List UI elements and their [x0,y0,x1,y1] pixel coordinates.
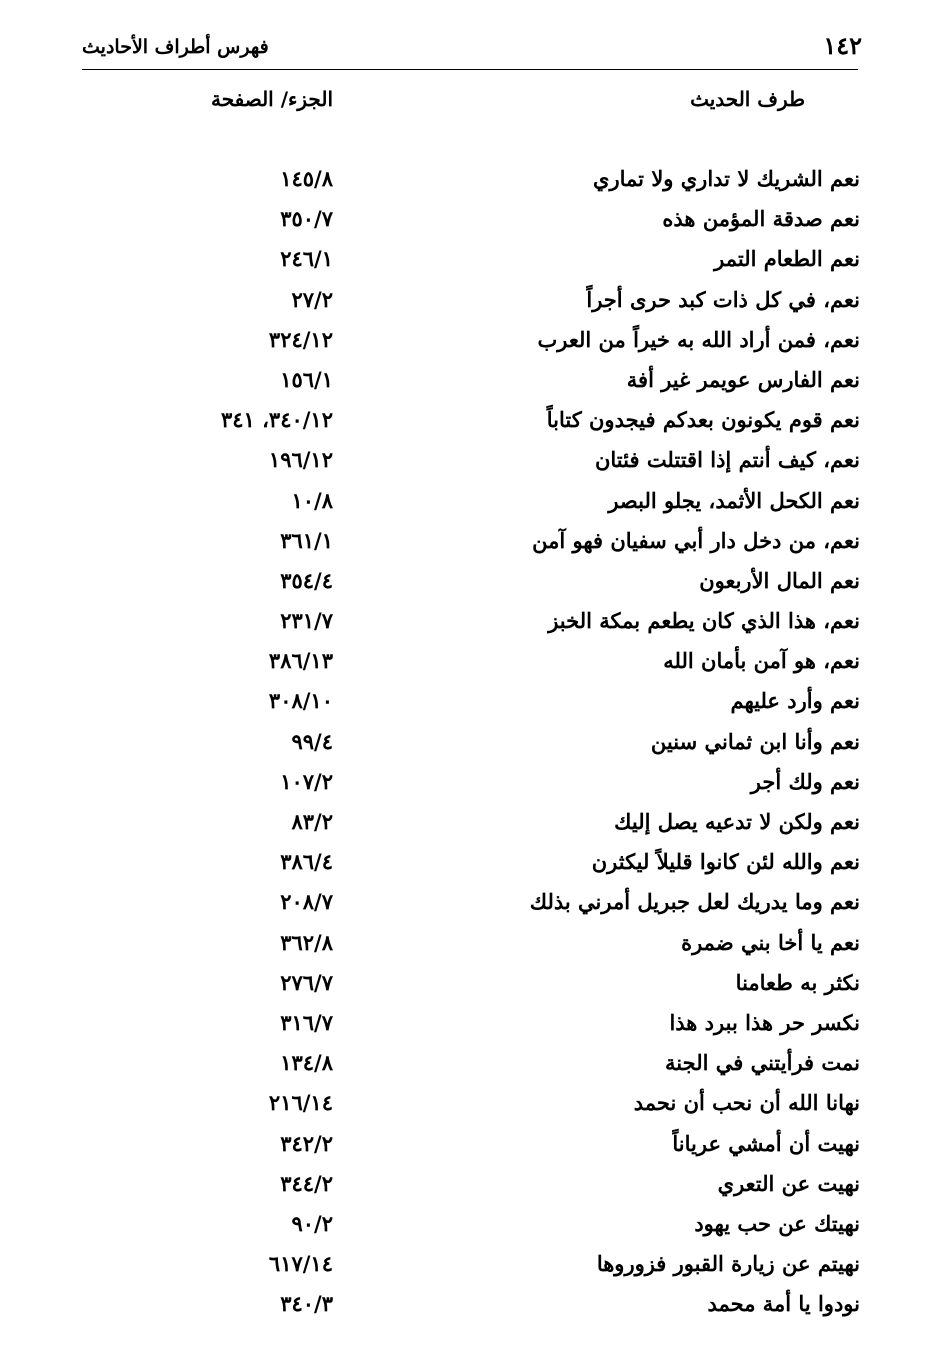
hadith-incipit: نعم الطعام التمر [714,246,860,272]
volume-page-reference: ٣٤٤/٢ [280,1170,333,1196]
index-entry [80,1205,860,1245]
volume-page-reference: ٣٨٦/١٣ [268,648,333,674]
volume-page-reference: ٣٤٢/٢ [280,1130,333,1156]
index-entry [80,1004,860,1044]
volume-page-reference: ٢٣١/٧ [280,608,333,634]
volume-page-reference: ١٤٥/٨ [280,166,333,191]
hadith-incipit: نهانا الله أن نحب أن نحمد [633,1090,860,1116]
volume-page-reference: ٣٨٦/٤ [280,849,333,875]
index-entry [80,924,860,964]
index-entry [80,281,860,321]
index-entry [80,321,860,361]
volume-page-reference: ١٠٧/٢ [280,768,333,794]
column-header-reference: الجزء/ الصفحة [210,87,333,111]
index-entry [80,160,860,200]
index-entry [80,682,860,722]
hadith-incipit: نهيت عن التعري [717,1170,860,1196]
column-header-hadith: طرف الحديث [690,87,805,111]
volume-page-reference: ٣٤٠/١٢، ٣٤١ [220,407,333,433]
volume-page-reference: ١٩٦/١٢ [268,447,333,473]
hadith-incipit: نعم المال الأربعون [699,567,860,593]
hadith-incipit: نهيتم عن زيارة القبور فزوروها [596,1251,860,1277]
volume-page-reference: ٣١٦/٧ [280,1009,333,1035]
volume-page-reference: ٣٦١/١ [280,527,333,553]
hadith-incipit: نعم قوم يكونون بعدكم فيجدون كتاباً [546,407,860,433]
hadith-incipit: نهيت أن أمشي عرياناً [672,1130,860,1156]
hadith-incipit: نمت فرأيتني في الجنة [665,1050,860,1076]
hadith-incipit: نعم الشريك لا تداري ولا تماري [593,166,860,191]
index-entry [80,763,860,803]
volume-page-reference: ٩٩/٤ [291,728,333,754]
index-entry [80,602,860,642]
volume-page-reference: ١٠/٨ [291,487,333,513]
volume-page-reference: ٣٤٠/٣ [280,1291,333,1317]
index-entry [80,1245,860,1285]
index-entry [80,843,860,883]
volume-page-reference: ٦١٧/١٤ [268,1251,333,1277]
volume-page-reference: ٢٧٦/٧ [280,969,333,995]
index-entry [80,642,860,682]
index-entry [80,482,860,522]
index-entry [80,883,860,923]
hadith-incipit: نكسر حر هذا ببرد هذا [669,1009,860,1035]
volume-page-reference: ٨٣/٢ [291,809,333,834]
hadith-incipit: نعم، كيف أنتم إذا اقتتلت فئتان [594,447,860,473]
hadith-incipit: نعم، هو آمن بأمان الله [663,648,860,674]
index-entry [80,1285,860,1325]
volume-page-reference: ٢٤٦/١ [280,246,333,272]
hadith-incipit: نعم، فمن أراد الله به خيراً من العرب [537,326,860,352]
volume-page-reference: ٣٠٨/١٠ [268,688,333,714]
hadith-incipit: نعم وأنا ابن ثماني سنين [650,728,860,754]
hadith-incipit: نعم ولك أجر [750,768,860,794]
hadith-incipit: نهيتك عن حب يهود [694,1210,860,1236]
index-entry [80,1165,860,1205]
volume-page-reference: ١٣٤/٨ [280,1050,333,1076]
hadith-incipit: نعم والله لئن كانوا قليلاً ليكثرن [591,849,860,875]
index-entry [80,562,860,602]
header-rule [82,69,858,70]
hadith-incipit: نعم يا أخا بني ضمرة [681,929,860,955]
hadith-incipit: نعم وأرد عليهم [730,688,860,714]
index-entry [80,401,860,441]
index-entry [80,803,860,843]
index-entry [80,964,860,1004]
index-entry [80,240,860,280]
volume-page-reference: ٣٢٤/١٢ [268,326,333,352]
index-entry [80,1125,860,1165]
hadith-incipit: نعم وما يدريك لعل جبريل أمرني بذلك [529,889,860,915]
index-entry [80,522,860,562]
hadith-incipit: نودوا يا أمة محمد [707,1291,860,1317]
running-title: فهرس أطراف الأحاديث [82,36,269,58]
hadith-incipit: نعم ولكن لا تدعيه يصل إليك [614,809,860,834]
index-entry [80,361,860,401]
volume-page-reference: ٩٠/٢ [291,1210,333,1236]
hadith-incipit: نكثر به طعامنا [735,969,860,995]
volume-page-reference: ٢١٦/١٤ [268,1090,333,1116]
hadith-incipit: نعم، في كل ذات كبد حرى أجراً [586,286,860,312]
index-entry [80,1044,860,1084]
index-entry [80,441,860,481]
volume-page-reference: ١٥٦/١ [280,366,333,392]
index-entry [80,1084,860,1124]
volume-page-reference: ٣٦٢/٨ [280,929,333,955]
hadith-incipit: نعم، هذا الذي كان يطعم بمكة الخبز [548,608,860,634]
volume-page-reference: ٣٥٤/٤ [280,567,333,593]
hadith-incipit: نعم صدقة المؤمن هذه [662,206,860,232]
index-entries [80,160,860,1325]
hadith-incipit: نعم، من دخل دار أبي سفيان فهو آمن [532,527,860,553]
hadith-incipit: نعم الكحل الأثمد، يجلو البصر [608,487,860,513]
running-head [82,30,862,70]
page-number: ١٤٢ [823,31,862,60]
index-entry [80,723,860,763]
hadith-incipit: نعم الفارس عويمر غير أفة [626,366,860,392]
index-entry [80,200,860,240]
volume-page-reference: ٢٠٨/٧ [280,889,333,915]
volume-page-reference: ٣٥٠/٧ [280,206,333,232]
volume-page-reference: ٢٧/٢ [291,286,333,312]
